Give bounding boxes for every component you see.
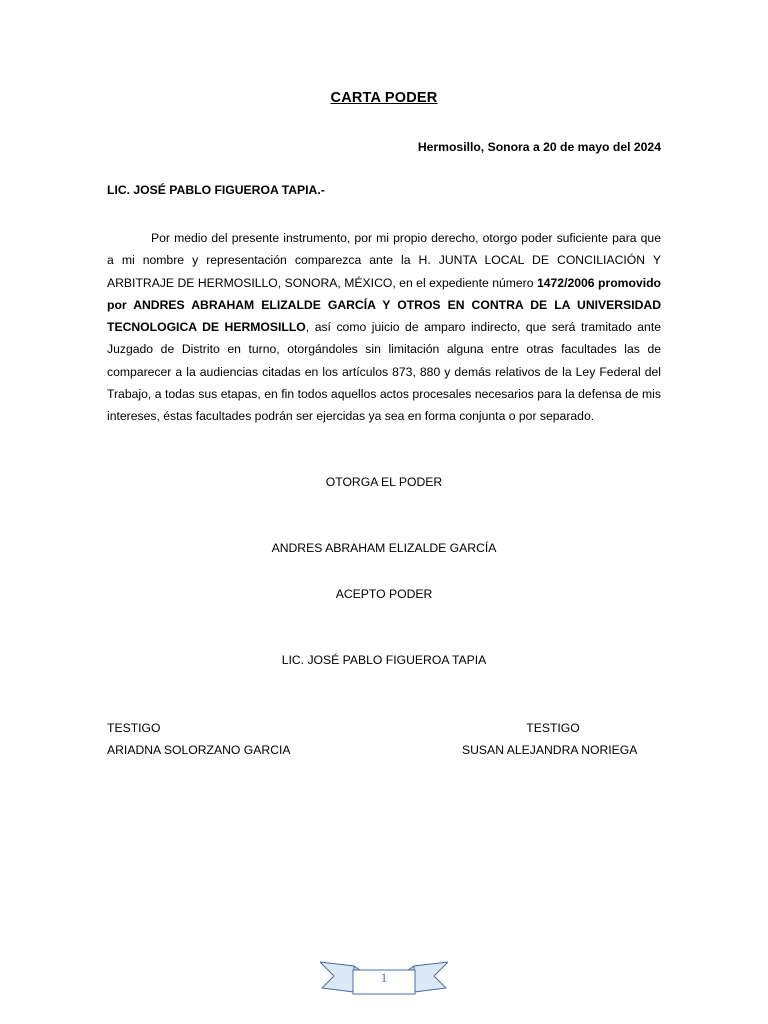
witness-right bbox=[462, 717, 644, 761]
acceptor-name: LIC. JOSÉ PABLO FIGUEROA TAPIA bbox=[281, 653, 487, 667]
grantor-label: OTORGA EL PODER bbox=[325, 475, 443, 489]
witness-label: TESTIGO bbox=[526, 721, 580, 735]
place-and-date: Hermosillo, Sonora a 20 de mayo del 2024 bbox=[417, 140, 661, 154]
witness-left bbox=[107, 717, 291, 761]
witness-label: TESTIGO bbox=[107, 721, 161, 735]
body-text-bold: 1472/2006 promovido por ANDRES ABRAHAM ELIZALDE GARCÍA Y OTROS EN CONTRA DE LA UNIVERSIDAD TECNOLOGICA DE HERMOSILLO bbox=[107, 275, 661, 335]
document-title: CARTA PODER bbox=[330, 90, 438, 106]
body-text-part1: Por medio del presente instrumento, por mi propio derecho, otorgo poder suficiente para que a mi nombre y representación comparezca ante la H. JUNTA LOCAL DE CONCILIACIÓN Y ARBITRAJE DE HERMOSILLO, SONORA, MÉXICO, en el expediente número bbox=[107, 231, 661, 290]
acceptor-label: ACEPTO PODER bbox=[335, 587, 433, 601]
page-number: 1 bbox=[380, 970, 388, 985]
grantor-name: ANDRES ABRAHAM ELIZALDE GARCÍA bbox=[271, 541, 497, 555]
witness-name: SUSAN ALEJANDRA NORIEGA bbox=[462, 743, 638, 757]
addressee: LIC. JOSÉ PABLO FIGUEROA TAPIA.- bbox=[107, 183, 325, 197]
body-text-part2: , así como juicio de amparo indirecto, que será tramitado ante Juzgado de Distrito en turno, otorgándoles sin limitación alguna entre otras facultades las de comparecer a la audiencias citadas en los artículos 873, 880 y demás relativos de la Ley Federal del Trabajo, a todas sus etapas, en fin todos aquellos actos procesales necesarios para la defensa de mis intereses, éstas facultades podrán ser ejercidas ya sea en forma conjunta o por separado. bbox=[107, 320, 661, 424]
body-paragraph bbox=[107, 227, 661, 428]
witness-name: ARIADNA SOLORZANO GARCIA bbox=[107, 743, 291, 757]
page-number-ribbon bbox=[320, 958, 448, 998]
